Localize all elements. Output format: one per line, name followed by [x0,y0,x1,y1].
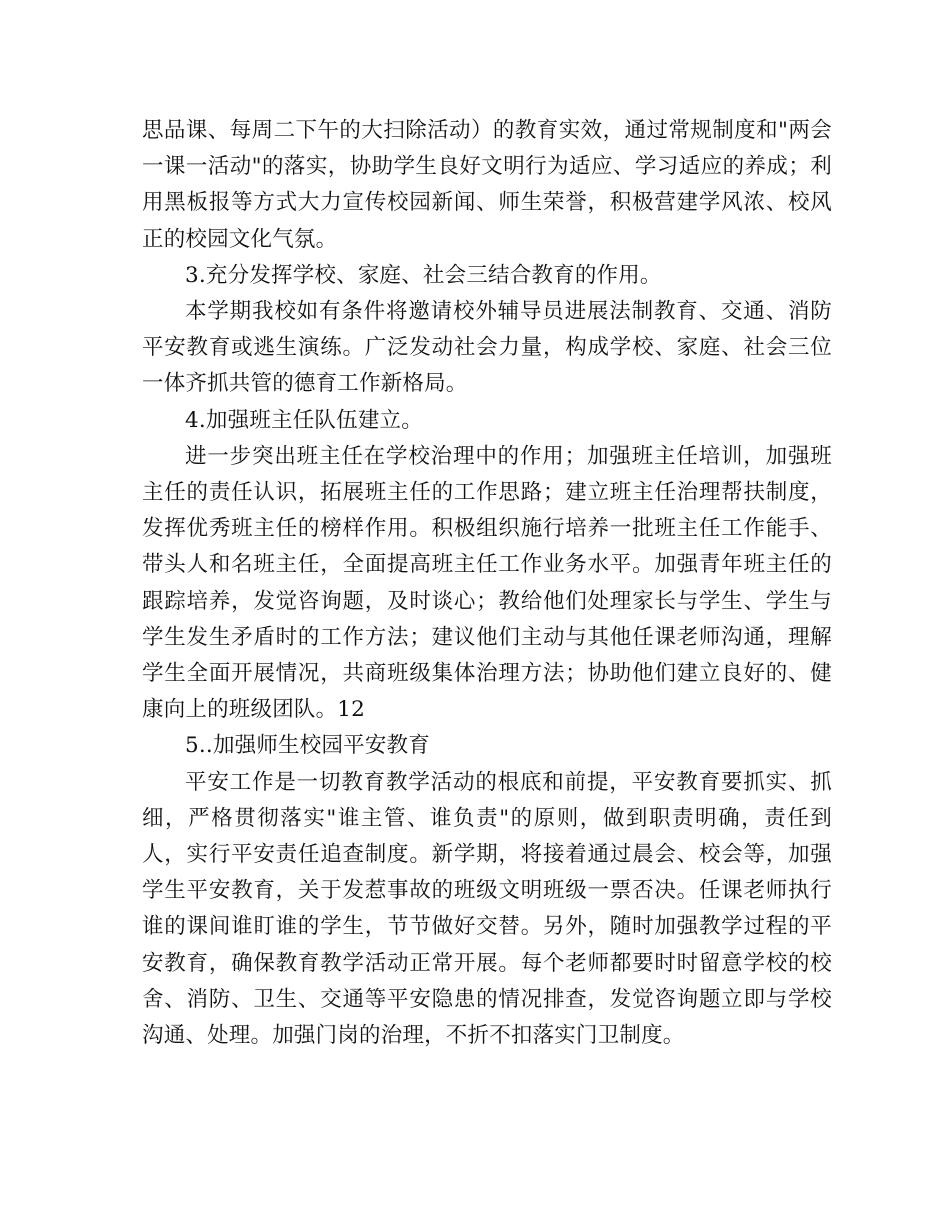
document-body [142,113,832,1054]
paragraph-continued: 思品课、每周二下午的大扫除活动）的教育实效，通过常规制度和"两会一课一活动"的落实，协助学生良好文明行为适应、学习适应的养成；利用黑板报等方式大力宣传校园新闻、师生荣誉，积极营建学风浓、校风正的校园文化气氛。 [142,118,832,252]
paragraph-section-4: 进一步突出班主任在学校治理中的作用；加强班主任培训，加强班主任的责任认识，拓展班主任的工作思路；建立班主任治理帮扶制度，发挥优秀班主任的榜样作用。积极组织施行培养一批班主任工作能手、带头人和名班主任，全面提高班主任工作业务水平。加强青年班主任的跟踪培养，发觉咨询题，及时谈心；教给他们处理家长与学生、学生与学生发生矛盾时的工作方法；建议他们主动与其他任课老师沟通，理解学生全面开展情况，共商班级集体治理方法；协助他们建立良好的、健康向上的班级团队。12 [142,443,832,723]
section-heading-5: 5..加强师生校园平安教育 [185,733,430,759]
section-heading-3: 3.充分发挥学校、家庭、社会三结合教育的作用。 [185,262,662,288]
paragraph-section-3: 本学期我校如有条件将邀请校外辅导员进展法制教育、交通、消防平安教育或逃生演练。广泛发动社会力量，构成学校、家庭、社会三位一体齐抓共管的德育工作新格局。 [142,299,832,397]
section-heading-4: 4.加强班主任队伍建立。 [185,407,423,433]
paragraph-section-5: 平安工作是一切教育教学活动的根底和前提，平安教育要抓实、抓细，严格贯彻落实"谁主管、谁负责"的原则，做到职责明确，责任到人，实行平安责任追查制度。新学期，将接着通过晨会、校会等，加强学生平安教育，关于发惹事故的班级文明班级一票否决。任课老师执行谁的课间谁盯谁的学生，节节做好交替。另外，随时加强教学过程的平安教育，确保教育教学活动正常开展。每个老师都要时时留意学校的校舍、消防、卫生、交通等平安隐患的情况排查，发觉咨询题立即与学校沟通、处理。加强门岗的治理，不折不扣落实门卫制度。 [142,769,832,1049]
